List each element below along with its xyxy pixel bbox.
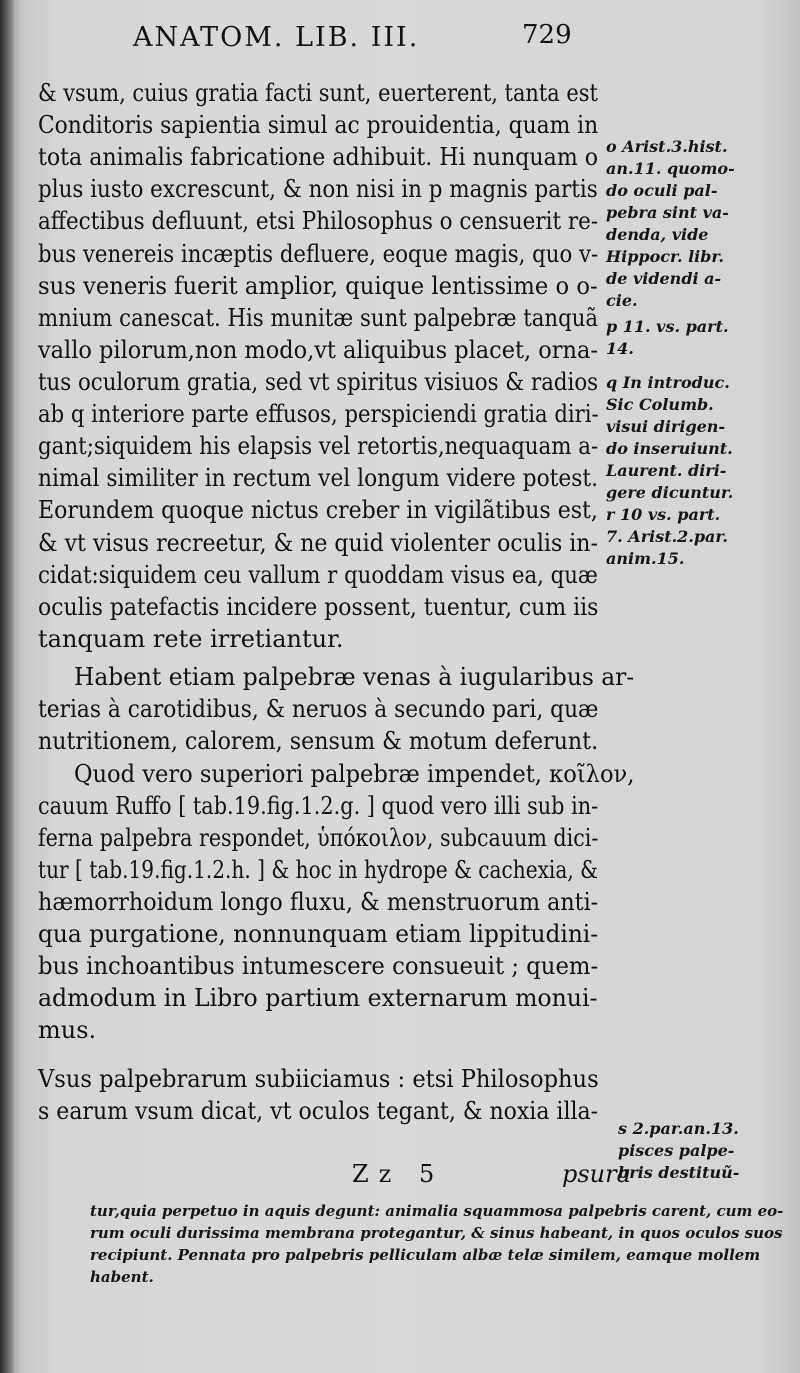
- text-line: sus veneris fuerit amplior, quique lentissime o o-: [38, 272, 598, 300]
- book-gutter: [0, 0, 14, 1373]
- margin-note-line: gere dicuntur.: [606, 483, 734, 502]
- margin-note-line: bris destituũ-: [618, 1163, 740, 1182]
- footnote-line: rum oculi durissima membrana protegantur, & sinus habeant, in quos oculos suos: [90, 1224, 783, 1242]
- margin-note-line: p 11. vs. part.: [606, 317, 729, 336]
- footnote-line: recipiunt. Pennata pro palpebris pelliculam albæ telæ similem, eamque mollem: [90, 1246, 761, 1264]
- text-line: cidat:siquidem ceu vallum r quoddam visus ea, quæ: [38, 561, 598, 589]
- signature-mark: Zz 5: [352, 1160, 445, 1188]
- text-line: Conditoris sapientia simul ac prouidentia, quam in: [38, 111, 599, 139]
- text-line: ferna palpebra respondet, ὑπόκοιλον, subcauum dici-: [38, 824, 599, 852]
- margin-note-line: o Arist.3.hist.: [606, 137, 728, 156]
- text-line: bus inchoantibus intumescere consueuit ; quem-: [38, 952, 599, 980]
- margin-note-line: Sic Columb.: [606, 395, 714, 414]
- text-line: nutritionem, calorem, sensum & motum deferunt.: [38, 727, 599, 755]
- text-line: gant;siquidem his elapsis vel retortis,nequaquam a-: [38, 432, 599, 460]
- margin-note-line: visui dirigen-: [606, 417, 726, 436]
- footnote-line: tur,quia perpetuo in aquis degunt: animalia squammosa palpebris carent, cum eo-: [90, 1202, 784, 1220]
- text-line: nimal similiter in rectum vel longum videre potest.: [38, 464, 599, 492]
- margin-note-line: cie.: [606, 291, 638, 310]
- text-line: affectibus defluunt, etsi Philosophus o censuerit re-: [38, 207, 599, 235]
- margin-note-line: do oculi pal-: [606, 181, 718, 200]
- margin-note-line: r 10 vs. part.: [606, 505, 721, 524]
- margin-note-line: anim.15.: [606, 549, 685, 568]
- text-line: & vsum, cuius gratia facti sunt, euerterent, tanta est: [38, 79, 598, 107]
- footnote-line: habent.: [90, 1268, 154, 1286]
- text-line: s earum vsum dicat, vt oculos tegant, & noxia illa-: [38, 1097, 599, 1125]
- paragraph-start-line: Quod vero superiori palpebræ impendet, κοῖλον,: [74, 760, 635, 788]
- text-line: plus iusto excrescunt, & non nisi in p magnis partis: [38, 175, 598, 203]
- margin-note-line: de videndi a-: [606, 269, 722, 288]
- text-line: oculis patefactis incidere possent, tuentur, cum iis: [38, 593, 599, 621]
- margin-note-line: pebra sint va-: [606, 203, 729, 222]
- text-line: qua purgatione, nonnunquam etiam lippitudini-: [38, 920, 599, 948]
- text-line: tur [ tab.19.fig.1.2.h. ] & hoc in hydrope & cachexia, &: [38, 856, 598, 884]
- margin-note-line: q In introduc.: [606, 373, 730, 392]
- text-line: tota animalis fabricatione adhibuit. Hi nunquam o: [38, 143, 599, 171]
- paragraph-start-line: Vsus palpebrarum subiiciamus : etsi Philosophus: [38, 1065, 599, 1093]
- text-line: Eorundem quoque nictus creber in vigilãtibus est,: [38, 496, 598, 524]
- text-line: tus oculorum gratia, sed vt spiritus visiuos & radios: [38, 368, 599, 396]
- margin-note-line: 14.: [606, 339, 634, 358]
- margin-note-line: an.11. quomo-: [606, 159, 735, 178]
- text-line: ab q interiore parte effusos, perspiciendi gratia diri-: [38, 400, 599, 428]
- margin-note-line: Laurent. diri-: [606, 461, 727, 480]
- running-title: ANATOM. LIB. III.: [133, 22, 420, 53]
- text-line: admodum in Libro partium externarum monui-: [38, 984, 598, 1012]
- margin-note-line: s 2.par.an.13.: [618, 1119, 739, 1138]
- text-line: hæmorrhoidum longo fluxu, & menstruorum anti-: [38, 888, 599, 916]
- text-line: bus venereis incæptis defluere, eoque magis, quo v-: [38, 240, 599, 268]
- margin-note-line: 7. Arist.2.par.: [606, 527, 728, 546]
- paragraph-start-line: Habent etiam palpebræ venas à iugularibus ar-: [74, 663, 635, 691]
- gutter-fragments: [1, 0, 13, 1373]
- margin-note-line: denda, vide: [606, 225, 709, 244]
- text-line: mnium canescat. His munitæ sunt palpebræ tanquã: [38, 304, 599, 332]
- text-line: vallo pilorum,non modo,vt aliquibus placet, orna-: [38, 336, 598, 364]
- margin-note-line: do inseruiunt.: [606, 439, 733, 458]
- page-number: 729: [522, 20, 572, 50]
- text-line: terias à carotidibus, & neruos à secundo pari, quæ: [38, 695, 599, 723]
- text-line: mus.: [38, 1016, 97, 1044]
- text-line: tanquam rete irretiantur.: [38, 625, 344, 653]
- margin-note-line: pisces palpe-: [618, 1141, 735, 1160]
- catchword: psura: [562, 1160, 631, 1188]
- margin-note-line: Hippocr. libr.: [606, 247, 724, 266]
- text-line: & vt visus recreetur, & ne quid violenter oculis in-: [38, 529, 598, 557]
- text-line: cauum Ruffo [ tab.19.fig.1.2.g. ] quod vero illi sub in-: [38, 792, 599, 820]
